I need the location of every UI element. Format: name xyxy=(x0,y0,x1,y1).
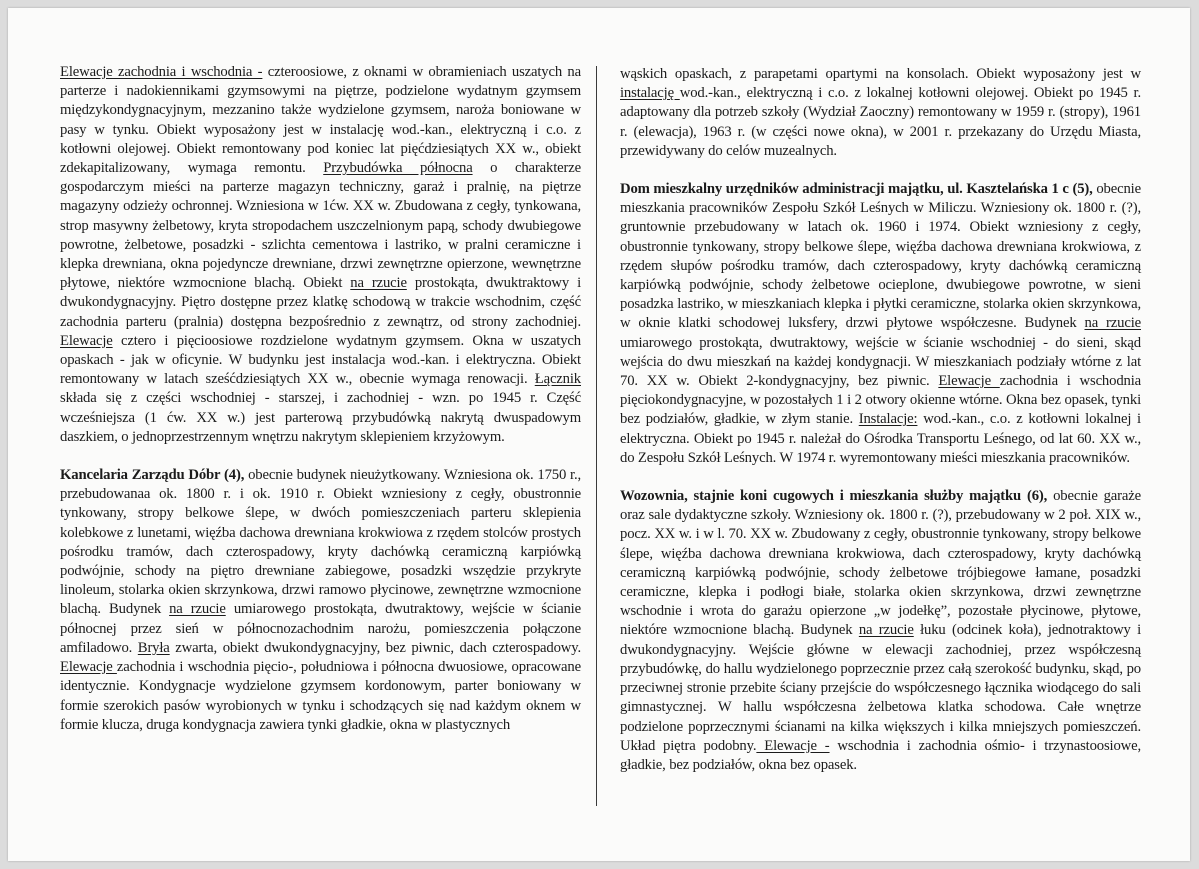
section-heading: Kancelaria Zarządu Dóbr (4), xyxy=(60,467,245,484)
underlined-term: na rzucie xyxy=(858,622,914,639)
underlined-term: na rzucie xyxy=(350,275,407,292)
text-run: obecnie budynek nieużytkowany. Wzniesiona ok. 1750 r., przebudowanaa ok. 1800 r. i ok. 1910 r. Obiekt wzniesiony z cegły, obustronnie tynkowany, stropy belkowe ślepe, w dwóch pomieszczeniach parteru sklepienia kolebkowe z lunetami, więźba dachowa drewniana krokwiowa z rzędem stolców prostych pośrodku tramów, dach czterospadowy, kryty dachówką ceramiczną karpiówką podwójnie, schody na piętro drewniane zabiegowe, posadzki wszędzie przykryte linoleum, stolarka okien skrzynkowa, drzwi ramowo płycinowe, zewnętrzne wzmocnione blachą. Budynek xyxy=(60,467,581,618)
right-column xyxy=(620,65,1141,775)
paragraph-wozownia xyxy=(620,487,1141,775)
underlined-term: na rzucie xyxy=(1084,315,1141,332)
scanned-page xyxy=(8,8,1190,861)
text-run: cztero i pięcioosiowe rozdzielone wydatnym gzymsem. Okna w uszatych opaskach - jak w oficynie. W budynku jest instalacja wod.-kan. i elektryczna. Obiekt remontowany w latach sześćdziesiątych XX w., obecnie wymaga renowacji. xyxy=(60,332,581,388)
text-run: obecnie mieszkania pracowników Zespołu Szkół Leśnych w Miliczu. Wzniesiony ok. 1800 r. (?), gruntownie przebudowany w latach ok. 1960 i 1974. Obiekt wzniesiony z cegły, obustronnie tynkowany, stropy belkowe ślepe, więźba dachowa drewniana krokwiowa, z rzędem słupów pośrodku tramów, dach czterospadowy, kryty dachówką ceramiczną karpiówką podwójnie, schody żelbetowe ocieplone, dwubiegowe powrotne, w sieni posadzka lastriko, w mieszkaniach klepka i płytki ceramiczne, stolarka okien skrzynkowa, w oknie klatki schodowej luksfery, drzwi płytowe współczesne. Budynek xyxy=(620,181,1141,332)
text-run: obecnie garaże oraz sale dydaktyczne szkoły. Wzniesiony ok. 1800 r. (?), przebudowany w 2 poł. XIX w., pocz. XX w. i w l. 70. XX w. Zbudowany z cegły, obustronnie tynkowany, stropy belkowe ślepe, więźba dachowa drewniana krokwiowa, dach czterospadowy, kryty dachówką ceramiczną karpiówką podwójnie, schody żelbetowe trójbiegowe łamane, posadzki ceramiczne, klepka i podłogi białe, stolarka okien skrzynkowa, drzwi zewnętrzne wschodnie i wrota do garażu opierzone „w jodełkę”, pozostałe płycinowe, płytowe, niektóre wzmocnione blachą. Budynek xyxy=(620,488,1141,639)
text-run: składa się z części wschodniej - starszej, i zachodniej - wzn. po 1945 r. Część wcześniejsza (1 ćw. XX w.) jest parterową przybudówką nakrytą dwuspadowym daszkiem, o jednoprzestrzennym wnętrzu nakrytym sklepieniem krzyżowym. xyxy=(60,390,581,445)
text-run: o charakterze gospodarczym mieści na parterze magazyn techniczny, garaż i pralnię, na piętrze magazyny odzieży ochronnej. Wzniesiona w 1ćw. XX w. Zbudowana z cegły, tynkowana, strop masywny żelbetowy, kryta stropodachem uszczelnionym papą, schody dwubiegowe powrotne, żelbetowe, posadzki - szlichta cementowa i lastriko, w pralni ceramiczne i klepka drewniana, okna pojedyncze drewniane, drzwi zewnętrzne opierzone, wewnętrzne płytowe, niektóre wzmocnione blachą. Obiekt xyxy=(60,160,581,292)
text-run: wod.-kan., elektryczną i c.o. z lokalnej kotłowni olejowej. Obiekt po 1945 r. adaptowany dla potrzeb szkoły (Wydział Zaoczny) remontowany w 1959 r. (stropy), 1961 r. (elewacja), 1963 r. (w części nowe okna), w 2001 r. przekazany do Urzędu Miasta, przewidywany do celów muzealnych. xyxy=(620,85,1141,159)
text-run: zachodnia i wschodnia pięciokondygnacyjne, w pozostałych 1 i 2 otwory okienne wtórne. Okna bez opasek, tynki bez podziałów, gładkie, w złym stanie. xyxy=(620,373,1142,428)
underlined-term: Elewacje - xyxy=(756,737,830,754)
left-column xyxy=(60,63,581,735)
column-divider xyxy=(596,66,597,806)
paragraph-dom-mieszkalny xyxy=(620,180,1141,468)
text-run: wąskich opaskach, z parapetami opartymi na konsolach. Obiekt wyposażony jest w xyxy=(620,66,1141,82)
text-run: zwarta, obiekt dwukondygnacyjny, bez piwnic, dach czterospadowy. xyxy=(169,639,581,656)
underlined-term: Instalacje: xyxy=(858,411,918,428)
underlined-term: Elewacje xyxy=(60,332,113,349)
underlined-term: Bryła xyxy=(137,639,170,656)
text-run: czteroosiowe, z oknami w obramieniach uszatych na parterze i nadokiennikami gzymsowymi na piętrze, podzielone wydatnym gzymsem międzykondygnacyjnym, mezzanino także wydzielone gzymsem, naroża boniowane w pasy w tynku. Obiekt wyposażony jest w instalację wod.-kan., elektryczną i c.o. z kotłowni olejowej. Obiekt remontowany pod koniec lat pięćdziesiątych XX w., obiekt zdekapitalizowany, wymaga remontu. xyxy=(60,64,581,177)
paragraph-kancelaria xyxy=(60,466,581,735)
paragraph-continuation xyxy=(620,65,1141,161)
text-run: wschodnia i zachodnia ośmio- i trzynastoosiowe, gładkie, bez podziałów, okna bez opasek. xyxy=(620,737,1141,773)
text-run: umiarowego prostokąta, dwutraktowy, wejście w ścianie wschodniej - do sieni, skąd wejścia do dwu mieszkań na każdej kondygnacji. W mieszkaniach podziały wtórne z lat 70. XX w. Obiekt 2-kondygnacyjny, bez piwnic. xyxy=(620,334,1141,390)
underlined-term: instalację xyxy=(620,85,680,102)
text-run: prostokąta, dwuktraktowy i dwukondygnacyjny. Piętro dostępne przez klatkę schodową w trakcie wschodnim, część zachodnia parteru (pralnia) dostępna bezpośrednio z zewnątrz, od strony zachodniej. xyxy=(60,275,582,330)
section-heading: Dom mieszkalny urzędników administracji majątku, ul. Kasztelańska 1 c (5), xyxy=(620,181,1093,198)
paragraph-elevations-annex xyxy=(60,63,581,447)
underlined-term: Elewacje xyxy=(60,659,117,676)
text-run: zachodnia i wschodnia pięcio-, południowa i północna dwuosiowe, opracowane identycznie. Kondygnacje wydzielone gzymsem kordonowym, parter boniowany w formie szerokich pasów wyrobionych w tynku i schodzących się nad każdym oknem w formie klucza, druga kondygnacja zawiera tynki gładkie, okna w plastycznych xyxy=(60,659,581,733)
underlined-term: Elewacje xyxy=(938,373,1000,390)
underlined-term: na rzucie xyxy=(169,601,226,618)
underlined-term: Elewacje zachodnia i wschodnia - xyxy=(60,64,263,80)
section-heading: Wozownia, stajnie koni cugowych i mieszkania służby majątku (6), xyxy=(620,488,1048,505)
text-run: łuku (odcinek koła), jednotraktowy i dwukondygnacyjny. Wejście główne w elewacji zachodniej, przez współczesną przybudówkę, do hallu wydzielonego poprzecznie przez całą szerokość budynku, skąd, po przeciwnej stronie przebite ściany przejście do współczesnego łącznika wiodącego do sali gimnastycznej. W hallu współczesna żelbetowa klatka schodowa. Całe wnętrze podzielone poprzecznymi ścianami na kilka większych i kilka mniejszych pomieszczeń. Układ piętra podobny. xyxy=(620,622,1142,754)
underlined-term: Łącznik xyxy=(534,371,581,388)
text-run: wod.-kan., c.o. z kotłowni lokalnej i elektryczna. Obiekt po 1945 r. należał do Ośrodka Transportu Leśnego, od lat 60. XX w., do Zespołu Szkół Leśnych. W 1974 r. wyremontowany mieści mieszkania pracowników. xyxy=(620,411,1141,466)
underlined-term: Przybudówka północna xyxy=(323,160,473,177)
text-run: umiarowego prostokąta, dwutraktowy, wejście w ścianie północnej przez sień w północnozachodnim narożu, pomieszczenia połączone amfiladowo. xyxy=(60,601,581,656)
